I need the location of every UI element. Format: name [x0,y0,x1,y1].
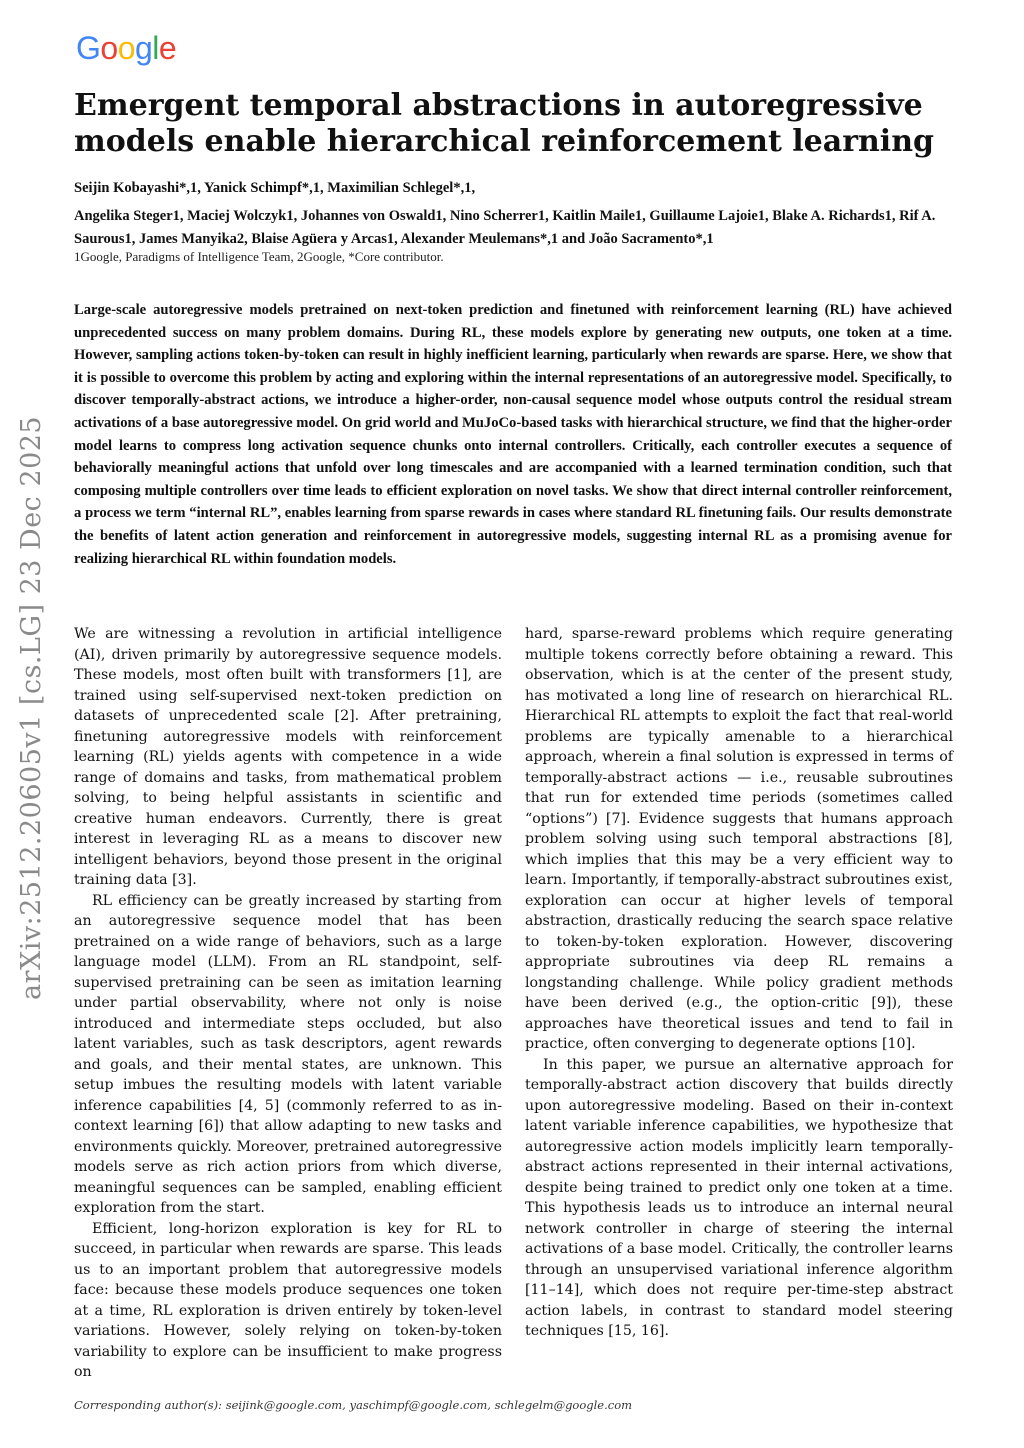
logo-letter: G [76,30,101,66]
right-column [525,624,953,1342]
paper-title: Emergent temporal abstractions in autoregressive models enable hierarchical reinforcement learning [74,88,934,159]
paragraph: RL efficiency can be greatly increased by starting from an autoregressive sequence model that has been pretrained on a wide range of behaviors, such as a large language model (LLM). From an RL standpoint, self-supervised pretraining can be seen as imitation learning under partial observability, where not only is noise introduced and intermediate steps occluded, but also latent variables, such as task descriptors, agent rewards and goals, and their mental states, are unknown. This setup imbues the resulting models with latent variable inference capabilities [4, 5] (commonly referred to as in-context learning [6]) that allow adapting to new tasks and environments quickly. Moreover, pretrained autoregressive models serve as rich action priors from which diverse, meaningful sequences can be sampled, enabling efficient exploration from the start. [74,892,502,1216]
abstract: Large-scale autoregressive models pretrained on next-token prediction and finetuned with reinforcement learning (RL) have achieved unprecedented success on many problem domains. During RL, these models explore by generating new outputs, one token at a time. However, sampling actions token-by-token can result in highly inefficient learning, particularly when rewards are sparse. Here, we show that it is possible to overcome this problem by acting and exploring within the internal representations of an autoregressive model. Specifically, to discover temporally-abstract actions, we introduce a higher-order, non-causal sequence model whose outputs control the residual stream activations of a base autoregressive model. On grid world and MuJoCo-based tasks with hierarchical structure, we find that the higher-order model learns to compress long activation sequence chunks onto internal controllers. Critically, each controller executes a sequence of behaviorally meaningful actions that unfold over long timescales and are accompanied with a learned termination condition, such that composing multiple controllers over time leads to efficient exploration on novel tasks. We show that direct internal controller reinforcement, a process we term “internal RL”, enables learning from sparse rewards in cases where standard RL finetuning fails. Our results demonstrate the benefits of latent action generation and reinforcement in autoregressive models, suggesting internal RL as a promising avenue for realizing hierarchical RL within foundation models. [74,302,952,567]
authors-line-2: Angelika Steger1, Maciej Wolczyk1, Johannes von Oswald1, Nino Scherrer1, Kaitlin Maile1, Guillaume Lajoie1, Blake A. Richards1, Rif A. Saurous1, James Manyika2, Blaise Agüera y Arcas1, Alexander Meulemans*,1 and João Sacramento*,1 [74,208,936,247]
paragraph: In this paper, we pursue an alternative approach for temporally-abstract action discovery that builds directly upon autoregressive modeling. Based on their in-context latent variable inference capabilities, we hypothesize that autoregressive action models implicitly learn temporally-abstract actions represented in their internal activations, despite being trained to predict only one token at a time. This hypothesis leads us to introduce an internal neural network controller in charge of steering the internal activations of a base model. Critically, the controller learns through an unsupervised variational inference algorithm [11–14], which does not require per-time-step abstract action labels, in contrast to standard model steering techniques [15, 16]. [525,1056,953,1339]
paragraph: Efficient, long-horizon exploration is key for RL to succeed, in particular when rewards are sparse. This leads us to an important problem that autoregressive models face: because these models produce sequences one token at a time, RL exploration is driven entirely by token-level variations. However, solely relying on token-by-token variability to explore can be insufficient to make progress on [74,1220,502,1380]
paragraph: We are witnessing a revolution in artificial intelligence (AI), driven primarily by autoregressive sequence models. These models, most often built with transformers [1], are trained using self-supervised next-token prediction on datasets of unprecedented scale [2]. After pretraining, finetuning autoregressive models with reinforcement learning (RL) yields agents with competence in a wide range of domains and tasks, from mathematical problem solving, to being helpful assistants in scientific and creative human endeavors. Currently, there is great interest in leveraging RL as a means to discover new intelligent behaviors, beyond those present in the original training data [3]. [74,626,502,888]
left-column [74,624,502,1383]
logo-letter: o [100,30,118,66]
logo-letter: o [117,30,135,66]
google-logo [76,30,176,67]
logo-letter: l [152,30,159,66]
arxiv-identifier: arXiv:2512.20605v1 [cs.LG] 23 Dec 2025 [16,415,47,1000]
logo-letter: g [134,30,153,66]
affiliations: 1Google, Paradigms of Intelligence Team, 2Google, *Core contributor. [74,249,444,264]
logo-letter: e [158,30,177,66]
paragraph: hard, sparse-reward problems which require generating multiple tokens correctly before obtaining a reward. This observation, which is at the center of the present study, has motivated a long line of research on hierarchical RL. Hierarchical RL attempts to exploit the fact that real-world problems are typically amenable to a hierarchical approach, wherein a final solution is expressed in terms of temporally-abstract actions — i.e., reusable subroutines that run for extended time periods (sometimes called “options”) [7]. Evidence suggests that humans approach problem solving using such temporal abstractions [8], which implies that this may be a very efficient way to learn. Importantly, if temporally-abstract subroutines exist, exploration can occur at higher levels of temporal abstraction, drastically reducing the search space relative to token-by-token exploration. However, discovering appropriate subroutines via deep RL remains a longstanding challenge. While policy gradient methods have been derived (e.g., the option-critic [9]), these approaches have theoretical issues and tend to fail in practice, often converging to degenerate options [10]. [525,626,953,1052]
corresponding-authors-footnote: Corresponding author(s): seijink@google.com, yaschimpf@google.com, schlegelm@google.com [74,1398,633,1412]
authors-line-1: Seijin Kobayashi*,1, Yanick Schimpf*,1, Maximilian Schlegel*,1, [74,180,476,196]
